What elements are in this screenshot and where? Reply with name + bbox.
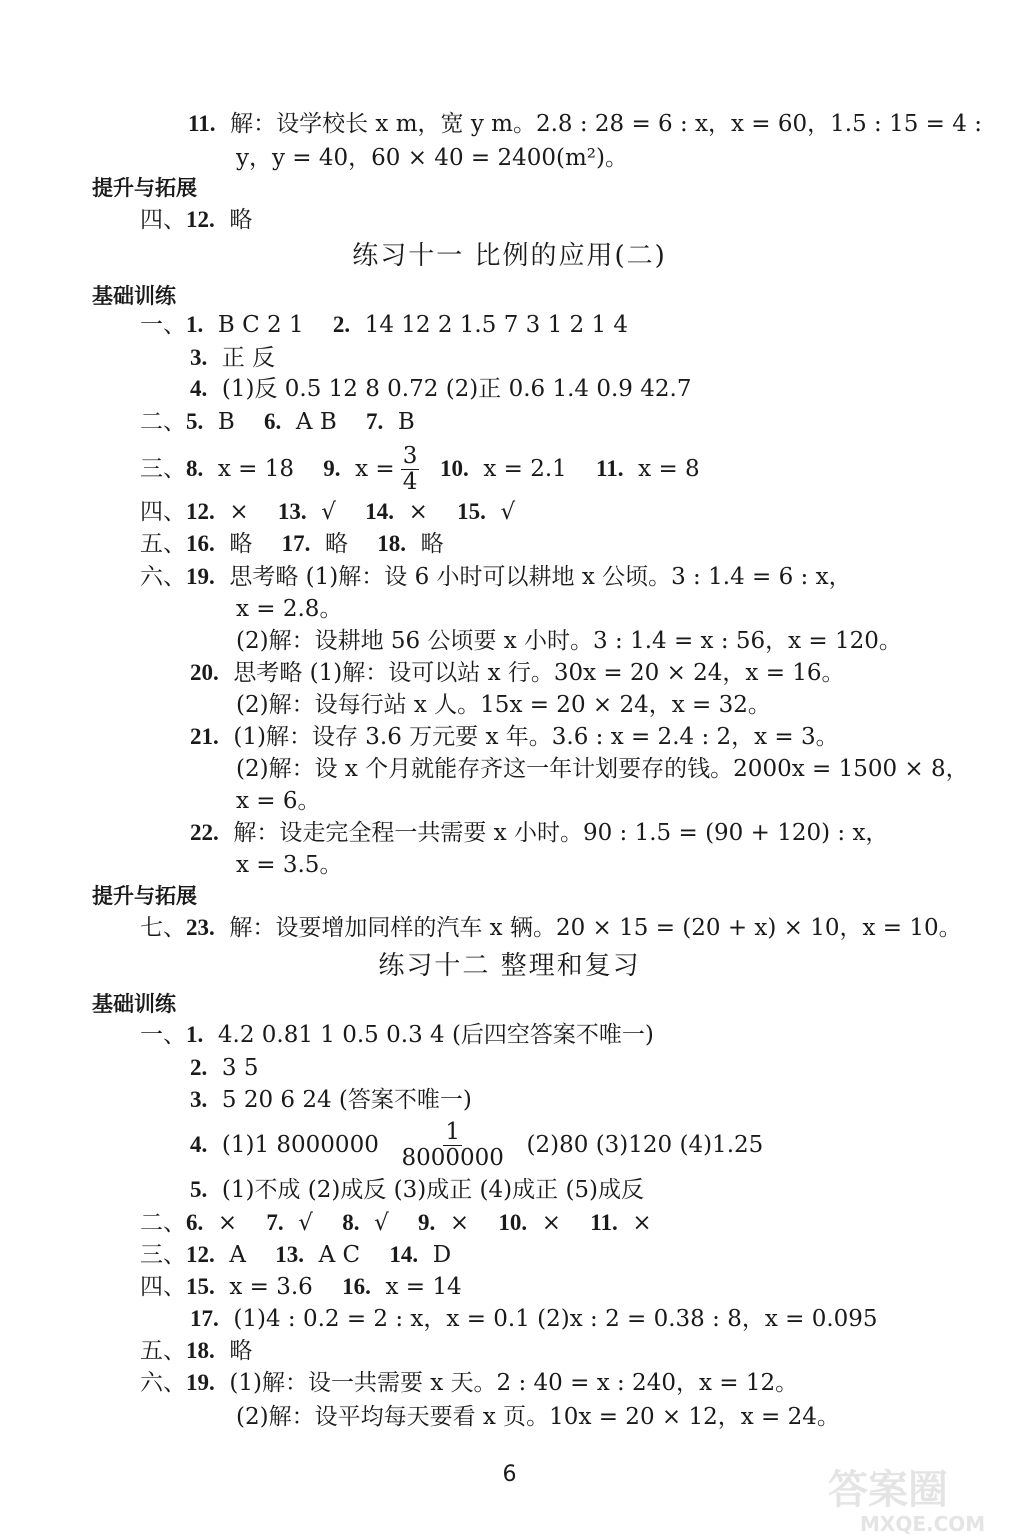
exercise-title: 练习十一 比例的应用(二) — [352, 241, 667, 271]
answer-line: x = 6。 — [236, 788, 321, 814]
answer-line: 三、 8. x = 18 9. x = $\frac{3}{4}$ 10. x = 2.1 11. x = 8 — [140, 443, 700, 495]
watermark-text: 答案圈 — [828, 1467, 948, 1513]
answer-line: 五、16. 略 17. 略 18. 略 — [140, 531, 444, 557]
answer-line: (2)解：设耕地 56 公顷要 x 小时。3 : 1.4 = x : 56，x = 120。 — [236, 628, 902, 654]
answer-line: 六、19. (1)解：设一共需要 x 天。2 : 40 = x : 240，x = 12。 — [140, 1370, 799, 1396]
answer-line: 3. 正 反 — [190, 345, 276, 371]
answer-line: 4. (1)反 0.5 12 8 0.72 (2)正 0.6 1.4 0.9 42.7 — [190, 376, 692, 402]
answer-line: x = 2.8。 — [236, 596, 343, 622]
answer-line: 四、15. x = 3.6 16. x = 14 — [140, 1274, 462, 1300]
answer-line: 七、23. 解：设要增加同样的汽车 x 辆。20 × 15 = (20 + x) × 10，x = 10。 — [140, 915, 962, 941]
answer-line: y，y = 40，60 × 40 = 2400(m²)。 — [236, 145, 628, 171]
answer-line: 一、1. B C 2 1 2. 14 12 2 1.5 7 3 1 2 1 4 — [140, 312, 629, 338]
answer-line: 11. 解：设学校长 x m，宽 y m。2.8 : 28 = 6 : x，x = 60，1.5 : 15 = 4 : — [188, 111, 982, 137]
fraction: $\frac{1}{8000000}$ — [401, 1119, 504, 1171]
answer-line: 一、1. 4.2 0.81 1 0.5 0.3 4 (后四空答案不唯一) — [140, 1022, 654, 1048]
answer-line: 17. (1)4 : 0.2 = 2 : x，x = 0.1 (2)x : 2 = 0.38 : 8，x = 0.095 — [190, 1306, 878, 1332]
watermark-url: MXQE.COM — [860, 1512, 986, 1535]
answer-line: (2)解：设平均每天要看 x 页。10x = 20 × 12，x = 24。 — [236, 1404, 840, 1430]
answer-line: 22. 解：设走完全程一共需要 x 小时。90 : 1.5 = (90 + 120) : x， — [190, 820, 889, 846]
answer-line: 4. (1)1 8000000 $\frac{1}{8000000}$ (2)80 (3)120 (4)1.25 — [190, 1119, 764, 1171]
answer-line: 四、12. × 13. √ 14. × 15. √ — [140, 499, 516, 525]
answer-line: (2)解：设 x 个月就能存齐这一年计划要存的钱。2000x = 1500 × 8， — [236, 756, 969, 782]
answer-line: 三、12. A 13. A C 14. D — [140, 1242, 452, 1268]
answer-line: 二、6. × 7. √ 8. √ 9. × 10. × 11. × — [140, 1210, 652, 1236]
page-number: 6 — [502, 1462, 517, 1487]
answer-line: 2. 3 5 — [190, 1055, 259, 1081]
answer-line: 六、19. 思考略 (1)解：设 6 小时可以耕地 x 公顷。3 : 1.4 = 6 : x， — [140, 564, 852, 590]
answer-line: 21. (1)解：设存 3.6 万元要 x 年。3.6 : x = 2.4 : 2，x = 3。 — [190, 724, 839, 750]
section-heading: 基础训练 — [92, 992, 176, 1016]
answer-line: 3. 5 20 6 24 (答案不唯一) — [190, 1087, 472, 1113]
answer-line: 五、18. 略 — [140, 1338, 253, 1364]
answer-line: 四、12. 略 — [140, 207, 253, 233]
section-heading: 基础训练 — [92, 284, 176, 308]
exercise-title: 练习十二 整理和复习 — [378, 951, 641, 981]
answer-line: 20. 思考略 (1)解：设可以站 x 行。30x = 20 × 24，x = 16。 — [190, 660, 845, 686]
answer-line: 5. (1)不成 (2)成反 (3)成正 (4)成正 (5)成反 — [190, 1177, 645, 1203]
fraction: $\frac{3}{4}$ — [402, 443, 418, 495]
answer-line: 二、5. B 6. A B 7. B — [140, 409, 415, 435]
section-heading: 提升与拓展 — [92, 884, 197, 908]
answer-line: x = 3.5。 — [236, 852, 343, 878]
watermark-logo — [820, 1455, 1005, 1535]
section-heading: 提升与拓展 — [92, 176, 197, 200]
answer-line: (2)解：设每行站 x 人。15x = 20 × 24，x = 32。 — [236, 692, 771, 718]
